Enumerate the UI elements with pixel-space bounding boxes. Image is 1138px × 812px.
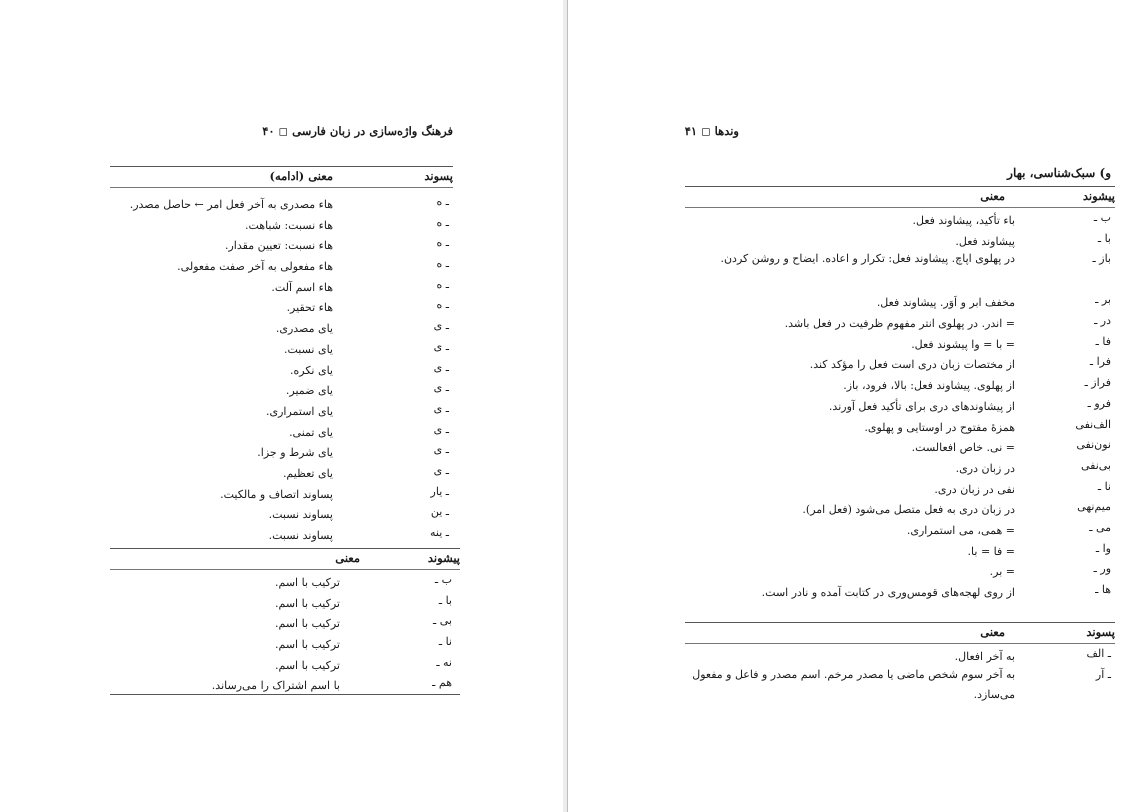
table-row xyxy=(685,373,1115,394)
affix-cell: ـ ی xyxy=(433,319,449,333)
meaning-cell: مخفف ابر و اَوَر. پیشاوند فعل. xyxy=(876,296,1015,310)
meaning-cell: از پهلوی. پیشاوند فعل: بالا، فرود، باز. xyxy=(843,379,1015,393)
column-header-meaning: معنی xyxy=(980,189,1005,203)
meaning-cell: همزهٔ مفتوح در اوستایی و پهلوی. xyxy=(864,420,1015,434)
table-row xyxy=(110,611,460,632)
affix-cell: نون‌نفی xyxy=(1076,438,1111,452)
meaning-cell: هاء مفعولی به آخر صفت مفعولی. xyxy=(177,260,333,274)
column-header-suffix: پسوند xyxy=(1086,625,1115,639)
table-row xyxy=(685,311,1115,332)
table-row xyxy=(110,192,453,213)
affix-cell: ـ ه xyxy=(436,236,449,250)
table-row xyxy=(685,208,1115,229)
meaning-cell: در پهلوی اپاچ. پیشاوند فعل: تکرار و اعاده. ایضاح و روشن کردن. xyxy=(720,252,1015,266)
meaning-cell: هاء اسم آلت. xyxy=(271,280,333,294)
table-row xyxy=(110,233,453,254)
affix-cell: ـ یار xyxy=(430,484,449,498)
meaning-cell: پیشاوند فعل. xyxy=(955,234,1015,248)
table-header xyxy=(110,166,453,188)
affix-cell: ـ ین xyxy=(430,505,449,519)
meaning-cell: = بر. xyxy=(989,565,1015,579)
table-row xyxy=(685,332,1115,353)
affix-cell: نه ـ xyxy=(436,655,452,669)
table-body xyxy=(685,208,1115,601)
table-row xyxy=(110,275,453,296)
table-row xyxy=(110,653,460,674)
affix-cell: ـ ه xyxy=(436,195,449,208)
meaning-cell: یای نکره. xyxy=(290,363,333,377)
table-body xyxy=(685,644,1115,706)
affix-cell: هم ـ xyxy=(432,676,452,690)
table-row xyxy=(685,249,1115,290)
table-row xyxy=(110,358,453,379)
affix-cell: وا ـ xyxy=(1095,541,1111,555)
affix-cell: ـ آر xyxy=(1095,667,1111,681)
meaning-cell: پساوند نسبت. xyxy=(268,508,333,522)
meaning-cell: هاء نسبت: تعیین مقدار. xyxy=(225,239,333,253)
table-row xyxy=(110,337,453,358)
table-row xyxy=(685,435,1115,456)
table-body xyxy=(110,570,460,695)
table-body xyxy=(110,192,453,544)
meaning-cell: از پیشاوندهای دری برای تأکید فعل آورند. xyxy=(828,399,1015,413)
affix-cell: فا ـ xyxy=(1095,334,1111,348)
meaning-cell: با اسم اشتراک را می‌رساند. xyxy=(211,679,340,693)
affix-cell: ـ ی xyxy=(433,443,449,457)
table-row xyxy=(110,420,453,441)
meaning-cell: = اندر. در پهلوی انتر مفهوم ظرفیت در فعل باشد. xyxy=(784,317,1015,331)
column-header-prefix: پیشوند xyxy=(427,551,460,565)
affix-cell: با ـ xyxy=(438,593,452,607)
table-header xyxy=(110,548,460,570)
meaning-cell: ترکیب با اسم. xyxy=(275,617,340,631)
meaning-cell: یای تعظیم. xyxy=(282,466,333,480)
column-header-prefix: پیشوند xyxy=(1082,189,1115,203)
table-row xyxy=(110,523,453,544)
meaning-cell: هاء مصدری به آخر فعل امر ← حاصل مصدر. xyxy=(129,198,333,211)
affix-cell: ـ ه xyxy=(436,257,449,271)
affix-cell: ـ ینه xyxy=(430,526,449,539)
column-header-meaning: معنی xyxy=(335,551,360,565)
table-row xyxy=(110,591,460,612)
table-row xyxy=(110,378,453,399)
affix-cell: بی ـ xyxy=(433,614,452,628)
meaning-cell: یای تمنی. xyxy=(289,425,333,439)
suffix-table-continued xyxy=(110,166,453,544)
affix-cell: ب ـ xyxy=(434,573,452,586)
meaning-cell: = با = وا پیشوند فعل. xyxy=(911,337,1015,351)
table-row xyxy=(110,440,453,461)
meaning-cell: ترکیب با اسم. xyxy=(275,576,340,589)
meaning-cell: یای استمراری. xyxy=(265,404,333,418)
meaning-cell: = نی. خاص افعالست. xyxy=(911,441,1015,455)
table-row xyxy=(110,316,453,337)
table-row xyxy=(685,415,1115,436)
table-row xyxy=(110,482,453,503)
table-row xyxy=(685,580,1115,601)
meaning-cell: باء تأکید، پیشاوند فعل. xyxy=(912,214,1015,227)
column-header-suffix: پسوند xyxy=(424,169,453,183)
meaning-cell: پساوند اتصاف و مالکیت. xyxy=(220,487,333,501)
affix-cell: می ـ xyxy=(1089,520,1111,534)
table-row xyxy=(685,352,1115,373)
affix-cell: باز ـ xyxy=(1092,252,1111,266)
meaning-cell: نفی در زبان دری. xyxy=(934,482,1015,496)
right-page-header: وندها ◻ ۴۱ xyxy=(684,124,739,138)
affix-cell: بر ـ xyxy=(1095,293,1111,307)
right-page xyxy=(567,0,1138,812)
table-row xyxy=(110,213,453,234)
affix-cell: فرا ـ xyxy=(1089,355,1111,369)
meaning-cell: پساوند نسبت. xyxy=(268,529,333,542)
affix-cell: ـ ی xyxy=(433,463,449,477)
table-row xyxy=(685,477,1115,498)
affix-cell: الف‌نفی xyxy=(1075,417,1111,431)
affix-cell: میم‌نهی xyxy=(1077,500,1111,514)
meaning-cell: از مختصات زبان دری است فعل را مؤکد کند. xyxy=(809,358,1015,372)
left-page xyxy=(0,0,565,812)
table-row xyxy=(110,254,453,275)
affix-cell: در ـ xyxy=(1094,314,1111,328)
meaning-cell: از روی لهجه‌های قومس‌وری در کتابت آمده و نادر است. xyxy=(761,586,1015,599)
table-row xyxy=(685,665,1115,706)
affix-cell: فرو ـ xyxy=(1087,396,1111,410)
affix-cell: ـ ی xyxy=(433,422,449,436)
table-row xyxy=(685,518,1115,539)
affix-cell: ب ـ xyxy=(1093,211,1111,224)
affix-cell: نا ـ xyxy=(1097,479,1111,493)
affix-cell: ور ـ xyxy=(1093,562,1111,576)
table-header xyxy=(685,186,1115,208)
table-row xyxy=(110,399,453,420)
table-row xyxy=(110,461,453,482)
meaning-cell: ترکیب با اسم. xyxy=(275,638,340,652)
table-row xyxy=(110,632,460,653)
affix-cell: ـ الف xyxy=(1086,647,1111,660)
meaning-cell: = فا = با. xyxy=(967,544,1015,558)
meaning-cell: ترکیب با اسم. xyxy=(275,658,340,672)
affix-cell: بی‌نفی xyxy=(1080,458,1111,472)
affix-cell: ـ ی xyxy=(433,401,449,415)
affix-cell: فراز ـ xyxy=(1084,376,1111,390)
prefix-table-bahar xyxy=(685,186,1115,601)
column-header-meaning: معنی xyxy=(980,625,1005,639)
affix-cell: ـ ی xyxy=(433,381,449,395)
table-row xyxy=(685,229,1115,250)
table-row xyxy=(685,497,1115,518)
table-row xyxy=(685,456,1115,477)
affix-cell: با ـ xyxy=(1097,231,1111,245)
meaning-cell: یای مصدری. xyxy=(275,322,333,336)
table-row xyxy=(110,502,453,523)
left-page-header: ۴۰ ◻ فرهنگ واژه‌سازی در زبان فارسی xyxy=(262,124,453,138)
meaning-cell: یای نسبت. xyxy=(283,342,333,356)
meaning-cell: هاء تحقیر. xyxy=(286,301,333,315)
affix-cell: ـ ه xyxy=(436,215,449,229)
suffix-table xyxy=(685,622,1115,706)
meaning-cell: به آخر سوم شخص ماضی یا مصدر مرخم. اسم مصدر و فاعل و مفعول می‌سازد. xyxy=(692,667,1015,701)
affix-cell: ـ ه xyxy=(436,298,449,312)
meaning-cell: = همی، می استمراری. xyxy=(906,523,1015,537)
meaning-cell: یای شرط و جزا. xyxy=(257,446,333,460)
affix-cell: ها ـ xyxy=(1095,583,1111,596)
table-row xyxy=(110,295,453,316)
meaning-cell: در زبان دری به فعل متصل می‌شود (فعل امر). xyxy=(802,503,1015,517)
table-row xyxy=(110,673,460,694)
table-row xyxy=(685,290,1115,311)
table-row xyxy=(685,539,1115,560)
table-row xyxy=(685,394,1115,415)
affix-cell: نا ـ xyxy=(438,635,452,649)
meaning-cell: یای ضمیر. xyxy=(285,384,333,398)
prefix-table xyxy=(110,548,460,695)
affix-cell: ـ ی xyxy=(433,339,449,353)
table-header xyxy=(685,622,1115,644)
table-row xyxy=(110,570,460,591)
table-row xyxy=(685,644,1115,665)
meaning-cell: هاء نسبت: شباهت. xyxy=(244,218,333,232)
meaning-cell: در زبان دری. xyxy=(955,461,1015,475)
meaning-cell: به آخر افعال. xyxy=(954,650,1015,663)
affix-cell: ـ ه xyxy=(436,277,449,291)
column-header-meaning: معنی (ادامه) xyxy=(269,169,333,183)
affix-cell: ـ ی xyxy=(433,360,449,374)
meaning-cell: ترکیب با اسم. xyxy=(275,596,340,610)
table-row xyxy=(685,559,1115,580)
section-title: و) سبک‌شناسی، بهار xyxy=(1007,166,1111,180)
